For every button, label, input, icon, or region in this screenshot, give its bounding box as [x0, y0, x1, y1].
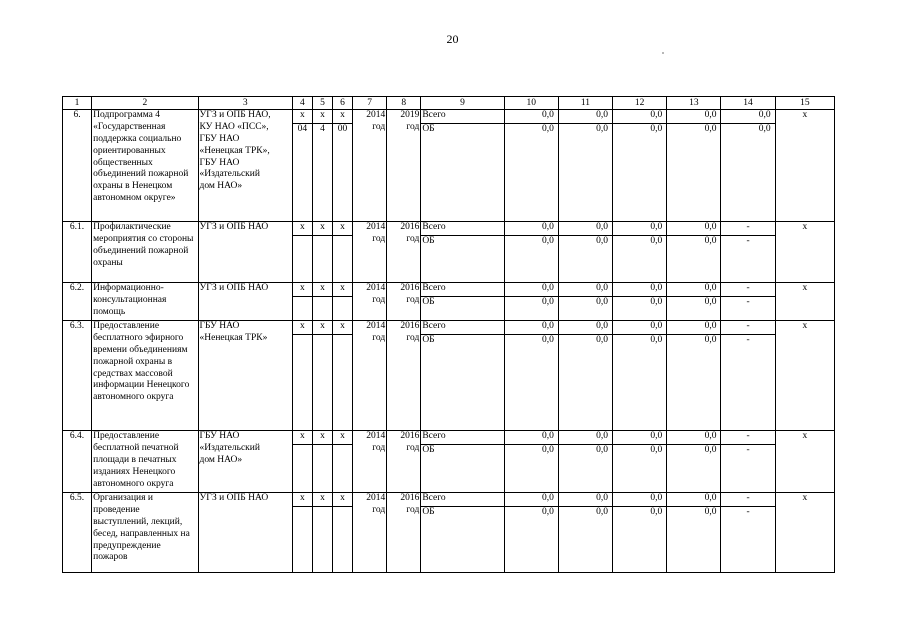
funding-value: 0,0: [667, 110, 721, 124]
budget-code-top: x: [312, 222, 332, 236]
table-row: [63, 493, 835, 507]
funding-value: 0,0: [558, 222, 612, 236]
result-mark: x: [775, 493, 834, 573]
row-number: 6.: [63, 110, 92, 222]
budget-code-bottom: 04: [292, 124, 312, 222]
funding-value: 0,0: [613, 236, 667, 283]
row-number: 6.1.: [63, 222, 92, 283]
funding-source: ОБ: [421, 507, 504, 573]
funding-value: 0,0: [504, 493, 558, 507]
budget-code-top: x: [292, 493, 312, 507]
start-year: 2014 год: [353, 283, 387, 321]
funding-value: 0,0: [504, 335, 558, 431]
budget-code-top: x: [292, 110, 312, 124]
funding-value: 0,0: [667, 222, 721, 236]
funding-value: 0,0: [613, 431, 667, 445]
budget-code-bottom: [292, 297, 312, 321]
result-mark: x: [775, 222, 834, 283]
row-number: 6.3.: [63, 321, 92, 431]
scan-speck: [662, 52, 664, 54]
funding-value: -: [721, 222, 775, 236]
funding-value: 0,0: [558, 297, 612, 321]
column-header-9: 9: [421, 97, 504, 110]
funding-value: 0,0: [504, 431, 558, 445]
funding-value: 0,0: [613, 297, 667, 321]
row-number: 6.2.: [63, 283, 92, 321]
funding-value: 0,0: [558, 110, 612, 124]
funding-value: 0,0: [504, 445, 558, 493]
column-header-2: 2: [92, 97, 198, 110]
end-year: 2019 год: [387, 110, 421, 222]
measure-name: Подпрограмма 4 «Государственная поддержка социально ориентированных общественных объединений пожарной охраны в Ненецком автономном округе»: [92, 110, 198, 222]
budget-code-bottom: [333, 335, 353, 431]
executor: ГБУ НАО «Ненецкая ТРК»: [198, 321, 292, 431]
funding-value: -: [721, 335, 775, 431]
column-header-4: 4: [292, 97, 312, 110]
column-header-1: 1: [63, 97, 92, 110]
funding-value: 0,0: [613, 335, 667, 431]
measure-name: Организация и проведение выступлений, лекций, бесед, направленных на предупреждение пожаров: [92, 493, 198, 573]
end-year: 2016 год: [387, 283, 421, 321]
budget-code-top: x: [292, 283, 312, 297]
funding-value: -: [721, 283, 775, 297]
funding-value: 0,0: [558, 124, 612, 222]
column-header-14: 14: [721, 97, 775, 110]
column-header-3: 3: [198, 97, 292, 110]
funding-value: -: [721, 297, 775, 321]
budget-code-top: x: [333, 321, 353, 335]
funding-source: Всего: [421, 431, 504, 445]
budget-code-top: x: [312, 431, 332, 445]
funding-source: ОБ: [421, 236, 504, 283]
column-header-7: 7: [353, 97, 387, 110]
budget-code-bottom: [333, 507, 353, 573]
budget-code-top: x: [312, 493, 332, 507]
budget-code-top: x: [333, 431, 353, 445]
column-header-5: 5: [312, 97, 332, 110]
funding-value: 0,0: [613, 222, 667, 236]
end-year: 2016 год: [387, 431, 421, 493]
column-header-15: 15: [775, 97, 834, 110]
budget-code-bottom: [312, 335, 332, 431]
column-header-6: 6: [333, 97, 353, 110]
table-row: [63, 110, 835, 124]
page-number: 20: [446, 32, 459, 46]
funding-value: 0,0: [558, 321, 612, 335]
budget-code-bottom: 00: [333, 124, 353, 222]
funding-source: ОБ: [421, 124, 504, 222]
budget-code-bottom: [312, 445, 332, 493]
funding-value: 0,0: [558, 445, 612, 493]
funding-value: 0,0: [504, 507, 558, 573]
funding-value: 0,0: [667, 445, 721, 493]
budget-code-top: x: [292, 321, 312, 335]
executor: УГЗ и ОПБ НАО, КУ НАО «ПСС», ГБУ НАО «Ненецкая ТРК», ГБУ НАО «Издательский дом НАО»: [198, 110, 292, 222]
funding-source: Всего: [421, 283, 504, 297]
funding-value: 0,0: [667, 124, 721, 222]
budget-code-bottom: [333, 236, 353, 283]
budget-code-top: x: [312, 321, 332, 335]
funding-value: -: [721, 507, 775, 573]
executor: УГЗ и ОПБ НАО: [198, 222, 292, 283]
budget-code-top: x: [333, 283, 353, 297]
funding-value: 0,0: [504, 283, 558, 297]
program-table: [62, 96, 835, 573]
row-number: 6.5.: [63, 493, 92, 573]
funding-value: 0,0: [613, 110, 667, 124]
funding-value: 0,0: [613, 507, 667, 573]
column-header-8: 8: [387, 97, 421, 110]
funding-value: 0,0: [558, 335, 612, 431]
funding-value: 0,0: [667, 321, 721, 335]
funding-value: 0,0: [613, 124, 667, 222]
funding-value: 0,0: [558, 236, 612, 283]
start-year: 2014 год: [353, 321, 387, 431]
funding-value: -: [721, 445, 775, 493]
table-row: [63, 431, 835, 445]
funding-source: ОБ: [421, 335, 504, 431]
budget-code-top: x: [312, 283, 332, 297]
budget-code-bottom: [312, 297, 332, 321]
table-row: [63, 283, 835, 297]
funding-value: 0,0: [558, 283, 612, 297]
funding-value: 0,0: [504, 321, 558, 335]
start-year: 2014 год: [353, 110, 387, 222]
funding-value: 0,0: [558, 493, 612, 507]
start-year: 2014 год: [353, 431, 387, 493]
budget-code-bottom: [333, 297, 353, 321]
measure-name: Предоставление бесплатной печатной площади в печатных изданиях Ненецкого автономного округа: [92, 431, 198, 493]
budget-code-top: x: [292, 222, 312, 236]
budget-code-top: x: [292, 431, 312, 445]
funding-value: 0,0: [721, 124, 775, 222]
measure-name: Информационно-консультационная помощь: [92, 283, 198, 321]
budget-code-top: x: [333, 222, 353, 236]
funding-source: Всего: [421, 222, 504, 236]
measure-name: Предоставление бесплатного эфирного времени объединениям пожарной охраны в средствах массовой информации Ненецкого автономного округа: [92, 321, 198, 431]
budget-code-top: x: [333, 110, 353, 124]
executor: ГБУ НАО «Издательский дом НАО»: [198, 431, 292, 493]
result-mark: x: [775, 110, 834, 222]
funding-value: 0,0: [558, 507, 612, 573]
funding-value: 0,0: [667, 493, 721, 507]
budget-code-bottom: 4: [312, 124, 332, 222]
budget-code-bottom: [333, 445, 353, 493]
funding-value: 0,0: [558, 431, 612, 445]
end-year: 2016 год: [387, 222, 421, 283]
funding-value: 0,0: [504, 236, 558, 283]
end-year: 2016 год: [387, 321, 421, 431]
budget-code-top: x: [312, 110, 332, 124]
funding-source: Всего: [421, 321, 504, 335]
result-mark: x: [775, 431, 834, 493]
column-header-12: 12: [613, 97, 667, 110]
budget-code-bottom: [292, 445, 312, 493]
budget-code-bottom: [292, 236, 312, 283]
funding-source: ОБ: [421, 445, 504, 493]
funding-value: -: [721, 321, 775, 335]
funding-value: 0,0: [504, 222, 558, 236]
funding-value: 0,0: [667, 297, 721, 321]
start-year: 2014 год: [353, 222, 387, 283]
column-header-11: 11: [558, 97, 612, 110]
funding-value: 0,0: [504, 110, 558, 124]
funding-value: 0,0: [504, 297, 558, 321]
funding-value: 0,0: [667, 236, 721, 283]
budget-code-bottom: [292, 507, 312, 573]
executor: УГЗ и ОПБ НАО: [198, 283, 292, 321]
funding-value: 0,0: [667, 431, 721, 445]
funding-value: 0,0: [613, 445, 667, 493]
funding-value: -: [721, 236, 775, 283]
budget-code-bottom: [292, 335, 312, 431]
table-row: [63, 222, 835, 236]
start-year: 2014 год: [353, 493, 387, 573]
funding-value: 0,0: [504, 124, 558, 222]
executor: УГЗ и ОПБ НАО: [198, 493, 292, 573]
funding-value: 0,0: [667, 507, 721, 573]
funding-source: ОБ: [421, 297, 504, 321]
funding-value: 0,0: [667, 283, 721, 297]
row-number: 6.4.: [63, 431, 92, 493]
measure-name: Профилактические мероприятия со стороны объединений пожарной охраны: [92, 222, 198, 283]
funding-value: 0,0: [721, 110, 775, 124]
funding-value: 0,0: [667, 335, 721, 431]
result-mark: x: [775, 283, 834, 321]
funding-value: 0,0: [613, 493, 667, 507]
result-mark: x: [775, 321, 834, 431]
budget-code-top: x: [333, 493, 353, 507]
end-year: 2016 год: [387, 493, 421, 573]
funding-value: 0,0: [613, 283, 667, 297]
column-header-13: 13: [667, 97, 721, 110]
budget-code-bottom: [312, 236, 332, 283]
funding-value: 0,0: [613, 321, 667, 335]
table-row: [63, 321, 835, 335]
funding-value: -: [721, 493, 775, 507]
budget-code-bottom: [312, 507, 332, 573]
header-row: [63, 97, 835, 110]
funding-value: -: [721, 431, 775, 445]
column-header-10: 10: [504, 97, 558, 110]
funding-source: Всего: [421, 493, 504, 507]
funding-source: Всего: [421, 110, 504, 124]
